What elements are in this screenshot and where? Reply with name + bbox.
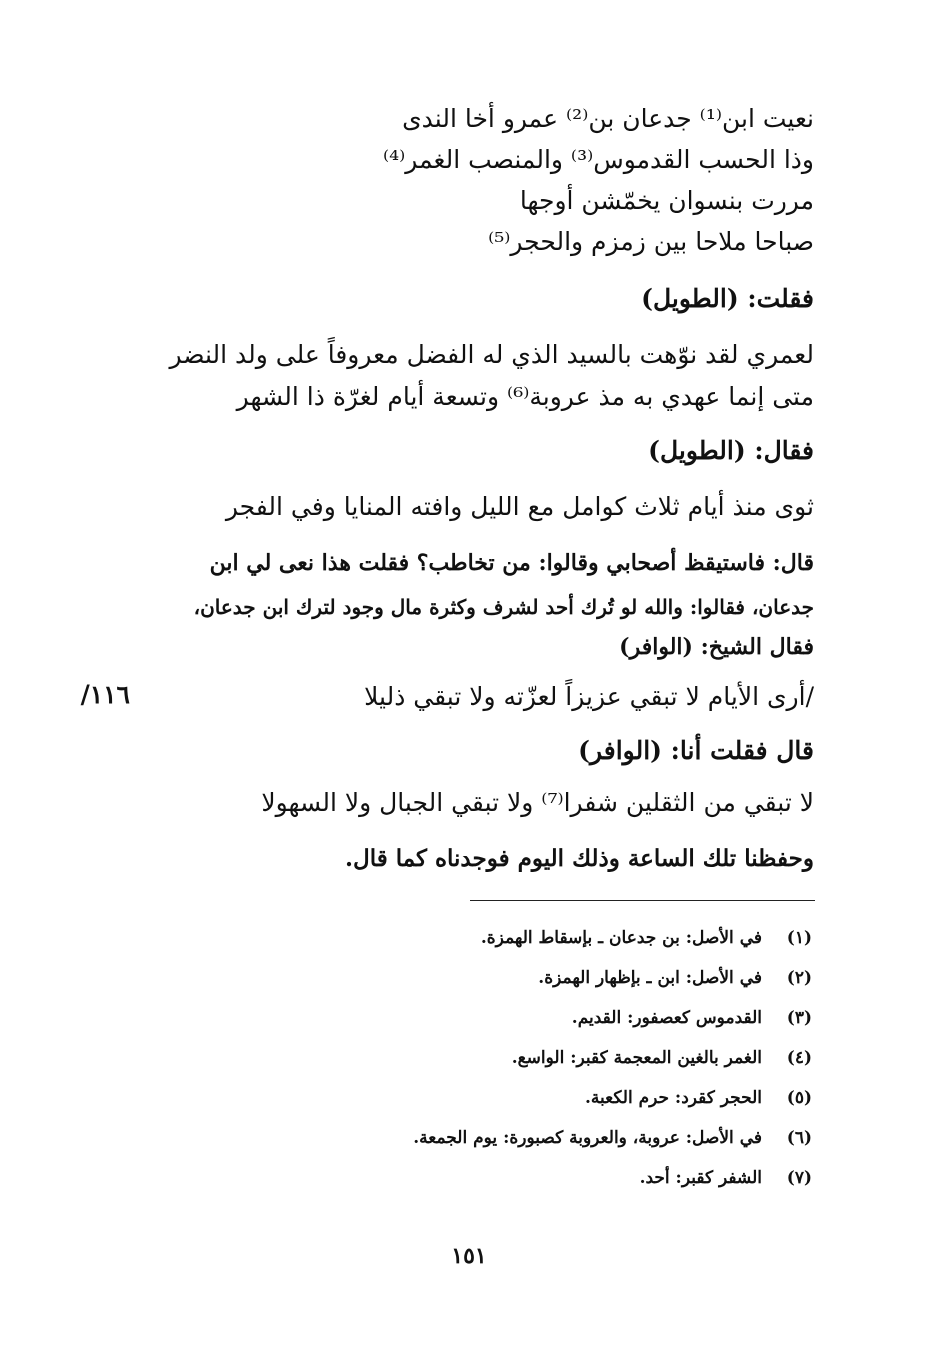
verse-line: لا تبقي من الثقلين شفرا⁽⁷⁾ ولا تبقي الجبال ولا السهولا (261, 788, 814, 817)
footnote-number: (٢) (786, 968, 812, 988)
footnote (372, 1046, 812, 1070)
footnote-number: (٦) (786, 1128, 812, 1148)
footnote-text: الغمر بالغين المعجمة كقبر: الواسع. (511, 1048, 762, 1068)
footnote (372, 1006, 812, 1030)
page-number: ١٥١ (451, 1243, 487, 1269)
footnote-text: في الأصل: بن جدعان ـ بإسقاط الهمزة. (480, 928, 762, 948)
footnote-text: الحجر كقرد: حرم الكعبة. (585, 1088, 762, 1108)
prose-line: جدعان، فقالوا: والله لو تُرك أحد لشرف وكثرة مال وجود لترك ابن جدعان، (193, 595, 814, 619)
footnote (372, 1126, 812, 1150)
footnote-number: (٥) (786, 1088, 812, 1108)
footnote-text: الشفر كقبر: أحد. (639, 1168, 762, 1188)
footnote (372, 926, 812, 950)
verse-line: صباحا ملاحا بين زمزم والحجر⁽⁵⁾ (488, 227, 814, 256)
prose-line: وحفظنا تلك الساعة وذلك اليوم فوجدناه كما قال. (344, 845, 814, 872)
footnote-text: القدموس كعصفور: القديم. (571, 1008, 762, 1028)
prose-line: قال: فاستيقظ أصحابي وقالوا: من تخاطب؟ فقلت هذا نعى لي ابن (209, 550, 814, 576)
footnote (372, 966, 812, 990)
footnote-divider (470, 900, 815, 901)
meter-heading: فقال الشيخ: (الوافر) (619, 634, 814, 660)
verse-line: /أرى الأيام لا تبقي عزيزاً لعزّته ولا تبقي ذليلا (364, 682, 814, 711)
footnote-number: (١) (786, 928, 812, 948)
footnote (372, 1086, 812, 1110)
verse-line: ثوى منذ أيام ثلاث كوامل مع الليل وافته المنايا وفي الفجر (225, 492, 814, 521)
verse-line: مررت بنسوان يخمّشن أوجها (519, 186, 814, 215)
footnote-number: (٣) (786, 1008, 812, 1028)
verse-line: وذا الحسب القدموس⁽³⁾ والمنصب الغمر⁽⁴⁾ (382, 145, 814, 174)
meter-heading: فقلت: (الطويل) (641, 284, 814, 313)
footnote-text: في الأصل: عروبة، والعروبة كصبورة: يوم الجمعة. (413, 1128, 762, 1148)
footnote-number: (٧) (786, 1168, 812, 1188)
verse-line: لعمري لقد نوّهت بالسيد الذي له الفضل معروفاً على ولد النضر (169, 340, 814, 369)
footnote-number: (٤) (786, 1048, 812, 1068)
footnote-text: في الأصل: ابن ـ بإظهار الهمزة. (538, 968, 762, 988)
verse-line: نعيت ابن⁽¹⁾ جدعان بن⁽²⁾ عمرو أخا الندى (402, 104, 814, 133)
meter-heading: قال فقلت أنا: (الوافر) (578, 736, 814, 765)
verse-line: متى إنما عهدي به مذ عروبة⁽⁶⁾ وتسعة أيام لغرّة ذا الشهر (236, 382, 814, 411)
footnote (372, 1166, 812, 1190)
meter-heading: فقال: (الطويل) (648, 436, 814, 465)
margin-page-number: ١١٦/ (80, 680, 130, 709)
